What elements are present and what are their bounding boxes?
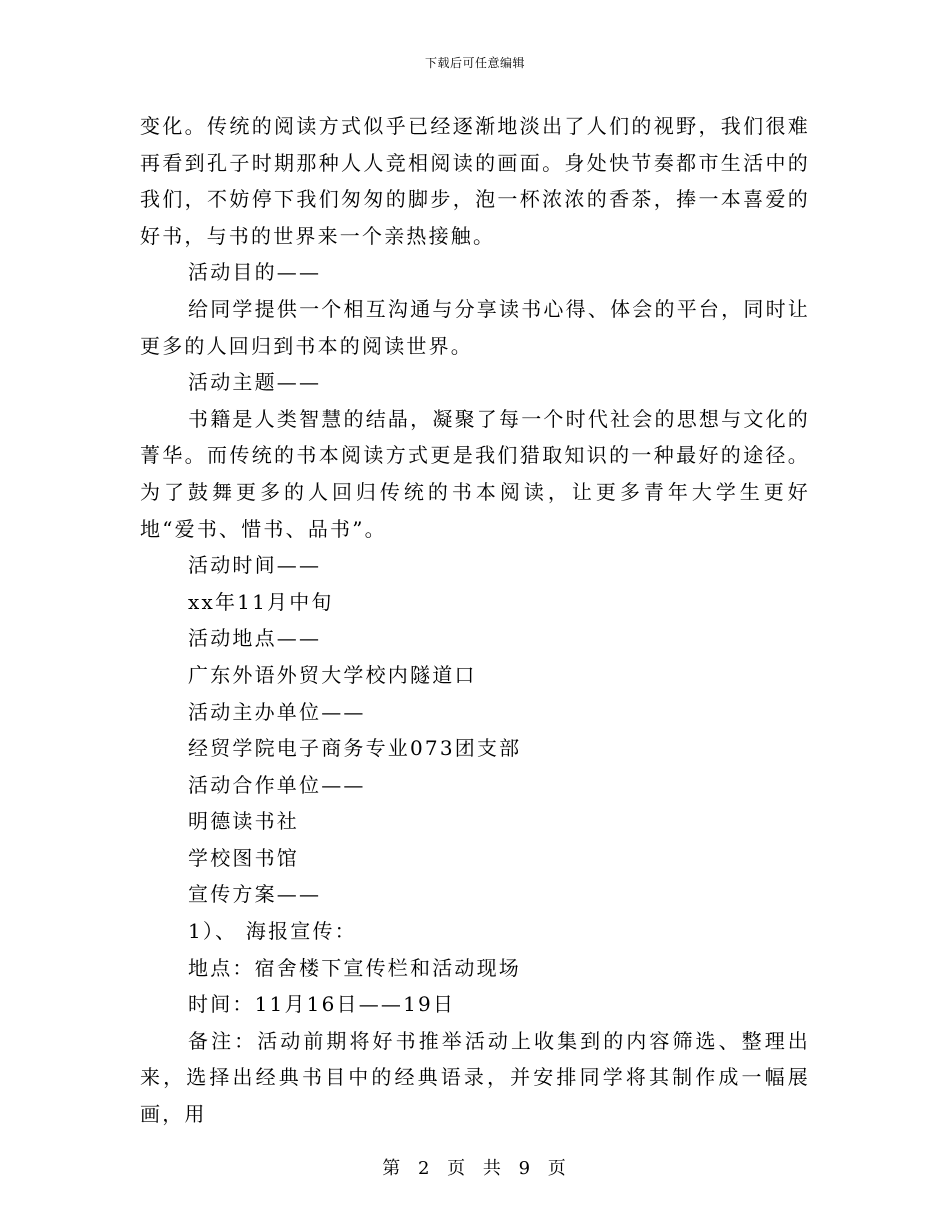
heading-theme: 活动主题—— <box>188 370 322 395</box>
page-header: 下载后可任意编辑 <box>424 56 525 70</box>
heading-purpose: 活动目的—— <box>188 260 322 285</box>
promo-item-1: 1）、 海报宣传： <box>188 919 357 944</box>
paragraph-intro: 变化。传统的阅读方式似乎已经逐渐地淡出了人们的视野，我们很难再看到孔子时期那种人人竞相阅读的画面。身处快节奏都市生活中的我们，不妨停下我们匆匆的脚步，泡一杯浓浓的香茶，捧一本喜爱的好书，与书的世界来一个亲热接触。 <box>140 114 810 248</box>
value-partner-1: 明德读书社 <box>188 809 299 834</box>
footer-label-ye2: 页 <box>547 1158 568 1179</box>
document-body <box>140 108 810 1133</box>
heading-promo: 宣传方案—— <box>188 882 322 907</box>
heading-place: 活动地点—— <box>188 626 322 651</box>
footer-label-ye: 页 <box>447 1158 468 1179</box>
heading-organizer: 活动主办单位—— <box>188 699 366 724</box>
footer-page-total: 9 <box>518 1158 533 1179</box>
paragraph-purpose: 给同学提供一个相互沟通与分享读书心得、体会的平台，同时让更多的人回归到书本的阅读世界。 <box>140 296 810 358</box>
footer-label-di: 第 <box>382 1158 403 1179</box>
page-footer <box>0 1154 950 1180</box>
promo-note: 备注：活动前期将好书推举活动上收集到的内容筛选、整理出来，选择出经典书目中的经典语录，并安排同学将其制作成一幅展画，用 <box>140 1028 810 1127</box>
promo-time: 时间：11月16日——19日 <box>188 992 456 1017</box>
footer-label-gong: 共 <box>482 1158 503 1179</box>
paragraph-theme: 书籍是人类智慧的结晶，凝聚了每一个时代社会的思想与文化的菁华。而传统的书本阅读方式更是我们猎取知识的一种最好的途径。为了鼓舞更多的人回归传统的书本阅读，让更多青年大学生更好地“爱书、惜书、品书”。 <box>140 406 810 541</box>
value-organizer: 经贸学院电子商务专业073团支部 <box>188 736 522 761</box>
footer-page-current: 2 <box>417 1158 432 1179</box>
promo-location: 地点：宿舍楼下宣传栏和活动现场 <box>188 955 521 980</box>
heading-partner: 活动合作单位—— <box>188 772 366 797</box>
value-time: xx年11月中旬 <box>188 589 334 614</box>
value-partner-2: 学校图书馆 <box>188 845 299 870</box>
value-place: 广东外语外贸大学校内隧道口 <box>188 662 477 687</box>
heading-time: 活动时间—— <box>188 553 322 578</box>
